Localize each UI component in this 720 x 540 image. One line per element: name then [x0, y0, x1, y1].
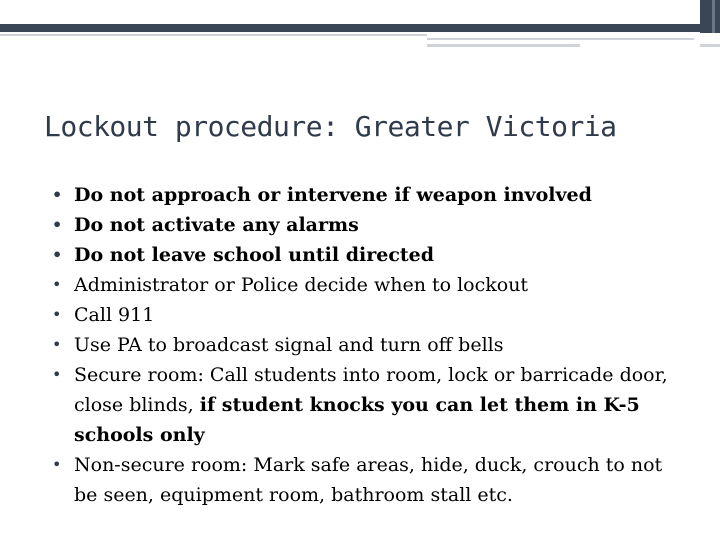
bullet-item: [44, 360, 684, 450]
header-rule-1: [0, 34, 427, 36]
bullet-text: Do not approach or intervene if weapon involved: [74, 184, 592, 206]
bullet-icon: •: [52, 365, 62, 384]
bullet-icon: •: [52, 335, 62, 354]
bullet-item: [44, 300, 684, 330]
header-rule-3: [427, 44, 580, 47]
header-bar: [0, 24, 700, 32]
bullet-item: [44, 270, 684, 300]
bullet-item: [44, 180, 684, 210]
bullet-list: [44, 180, 684, 510]
header-band: [0, 0, 720, 24]
bullet-item: [44, 450, 684, 510]
bullet-icon: •: [52, 275, 62, 294]
bullet-icon: •: [52, 185, 63, 204]
bullet-text: Use PA to broadcast signal and turn off bells: [74, 334, 504, 356]
bullet-icon: •: [52, 215, 63, 234]
header-corner-accent: [712, 0, 715, 33]
header-rule-4: [700, 44, 720, 47]
bullet-item: [44, 330, 684, 360]
bullet-text: Call 911: [74, 304, 155, 326]
bullet-icon: •: [52, 245, 63, 264]
header-corner-block: [700, 0, 720, 33]
bullet-icon: •: [52, 455, 62, 474]
bullet-text: Secure room: Call students into room, lock or barricade door, close blinds,: [74, 364, 668, 416]
bullet-text: Do not leave school until directed: [74, 244, 435, 266]
bullet-item: [44, 210, 684, 240]
bullet-bold-text: if student knocks you can let them in K-5 schools only: [74, 394, 640, 446]
header-rule-2: [427, 38, 694, 40]
bullet-text: Non-secure room: Mark safe areas, hide, duck, crouch to not be seen, equipment room, bathroom stall etc.: [74, 454, 663, 506]
slide-title: Lockout procedure: Greater Victoria: [44, 110, 617, 143]
bullet-text: Do not activate any alarms: [74, 214, 359, 236]
bullet-text: Administrator or Police decide when to lockout: [74, 274, 529, 296]
bullet-item: [44, 240, 684, 270]
bullet-icon: •: [52, 305, 62, 324]
